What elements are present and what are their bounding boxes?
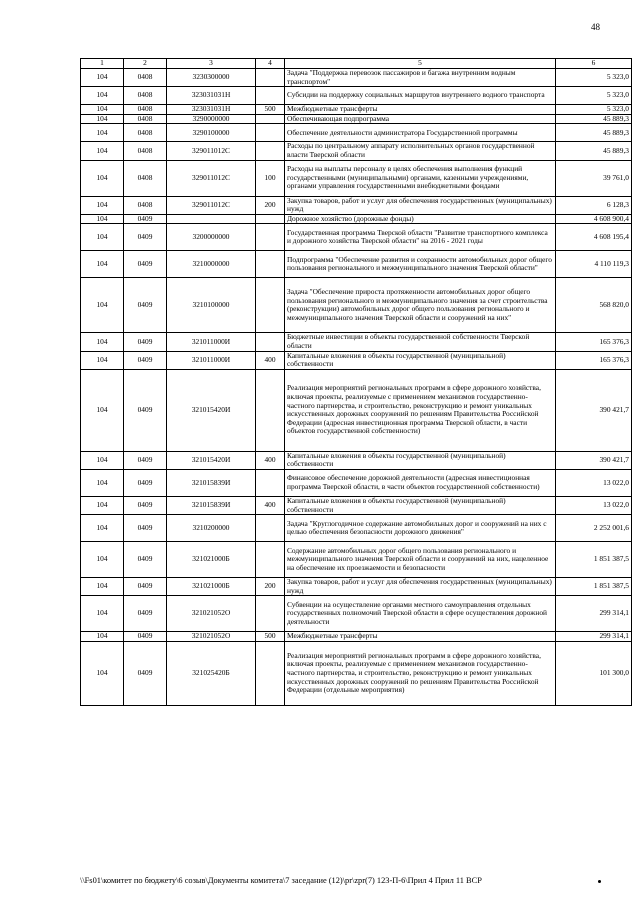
description-cell: Задача "Обеспечение прироста протяженности автомобильных дорог общего пользования регионального и межмуниципального значения за счет строительства (реконструкции) автомобильных дорог общего пользования регионального и межмуниципального значения Тверской области и сооружений на них" — [285, 278, 556, 333]
description-cell: Дорожное хозяйство (дорожные фонды) — [285, 214, 556, 224]
expense-type-code — [256, 124, 285, 142]
description-cell: Расходы по центральному аппарату исполнительных органов государственной власти Тверской области — [285, 142, 556, 160]
amount-cell: 5 323,0 — [556, 105, 632, 115]
amount-cell: 2 252 001,6 — [556, 515, 632, 542]
subsection-code: 0409 — [124, 641, 167, 705]
expense-type-code — [256, 69, 285, 87]
target-article-code: 3210000000 — [167, 251, 256, 278]
section-code: 104 — [81, 69, 124, 87]
amount-cell: 1 851 387,5 — [556, 542, 632, 578]
expense-type-code — [256, 641, 285, 705]
expense-type-code: 500 — [256, 105, 285, 115]
table-row — [81, 214, 632, 224]
target-article-code: 329011012С — [167, 142, 256, 160]
header-cell: 1 — [81, 59, 124, 69]
section-code: 104 — [81, 142, 124, 160]
amount-cell: 165 376,3 — [556, 333, 632, 351]
section-code: 104 — [81, 451, 124, 469]
description-cell: Реализация мероприятий региональных программ в сфере дорожного хозяйства, включая проекты, реализуемые с применением механизмов государственно-частного партнерства, и строительство, реконструкцию и ремонт уникальных искусственных дорожных сооружений по решениям Правительства Российской Федерации (отдельные мероприятия) — [285, 641, 556, 705]
table-row — [81, 469, 632, 496]
expense-type-code — [256, 87, 285, 105]
amount-cell: 39 761,0 — [556, 160, 632, 196]
subsection-code: 0408 — [124, 160, 167, 196]
amount-cell: 390 421,7 — [556, 451, 632, 469]
target-article-code: 321021000Б — [167, 578, 256, 596]
target-article-code: 3210100000 — [167, 278, 256, 333]
description-cell: Реализация мероприятий региональных программ в сфере дорожного хозяйства, включая проекты, реализуемые с применением механизмов государственно-частного партнерства, и строительство, реконструкцию и ремонт уникальных искусственных дорожных сооружений по решениям Правительства Российской Федерации (адресная инвестиционная программа Тверской области, в части объектов государственной собственности) — [285, 369, 556, 451]
table-row — [81, 69, 632, 87]
subsection-code: 0408 — [124, 69, 167, 87]
subsection-code: 0409 — [124, 578, 167, 596]
description-cell: Субвенции на осуществление органами местного самоуправления отдельных государственных полномочий Тверской области в сфере осуществления дорожной деятельности — [285, 596, 556, 632]
header-cell: 6 — [556, 59, 632, 69]
section-code: 104 — [81, 578, 124, 596]
subsection-code: 0409 — [124, 451, 167, 469]
section-code: 104 — [81, 124, 124, 142]
target-article-code: 321015839И — [167, 469, 256, 496]
section-code: 104 — [81, 224, 124, 251]
section-code: 104 — [81, 160, 124, 196]
table-row — [81, 251, 632, 278]
description-cell: Расходы на выплаты персоналу в целях обеспечения выполнения функций государственными (муниципальными) органами, казенными учреждениями, органами управления государственными внебюджетными фондами — [285, 160, 556, 196]
section-code: 104 — [81, 542, 124, 578]
amount-cell: 568 820,0 — [556, 278, 632, 333]
section-code: 104 — [81, 105, 124, 115]
amount-cell: 5 323,0 — [556, 87, 632, 105]
table-row — [81, 278, 632, 333]
amount-cell: 13 022,0 — [556, 469, 632, 496]
target-article-code: 321025420Б — [167, 641, 256, 705]
amount-cell: 13 022,0 — [556, 496, 632, 514]
amount-cell: 299 314,1 — [556, 596, 632, 632]
subsection-code: 0408 — [124, 142, 167, 160]
header-cell: 3 — [167, 59, 256, 69]
expense-type-code: 500 — [256, 632, 285, 642]
subsection-code: 0409 — [124, 632, 167, 642]
expense-type-code: 200 — [256, 578, 285, 596]
subsection-code: 0409 — [124, 369, 167, 451]
subsection-code: 0409 — [124, 351, 167, 369]
target-article-code: 321015420И — [167, 369, 256, 451]
target-article-code: 3200000000 — [167, 224, 256, 251]
subsection-code: 0408 — [124, 124, 167, 142]
header-cell: 5 — [285, 59, 556, 69]
subsection-code: 0408 — [124, 87, 167, 105]
table-row — [81, 451, 632, 469]
description-cell: Закупка товаров, работ и услуг для обеспечения государственных (муниципальных) нужд — [285, 578, 556, 596]
amount-cell: 4 110 119,3 — [556, 251, 632, 278]
subsection-code: 0409 — [124, 224, 167, 251]
section-code: 104 — [81, 496, 124, 514]
table-row — [81, 114, 632, 124]
table-row — [81, 87, 632, 105]
subsection-code: 0408 — [124, 114, 167, 124]
target-article-code: 3290100000 — [167, 124, 256, 142]
amount-cell: 45 889,3 — [556, 124, 632, 142]
section-code: 104 — [81, 515, 124, 542]
table-row — [81, 160, 632, 196]
description-cell: Задача "Поддержка перевозок пассажиров и багажа внутренним водным транспортом" — [285, 69, 556, 87]
description-cell: Задача "Круглогодичное содержание автомобильных дорог и сооружений на них с целью обеспечения безопасности дорожного движения" — [285, 515, 556, 542]
table-row — [81, 224, 632, 251]
amount-cell: 6 128,3 — [556, 196, 632, 214]
table-row — [81, 333, 632, 351]
description-cell: Содержание автомобильных дорог общего пользования регионального и межмуниципального значения Тверской области и сооружений на них, нацеленное на обеспечение их проезжаемости и безопасности — [285, 542, 556, 578]
description-cell: Капитальные вложения в объекты государственной (муниципальной) собственности — [285, 451, 556, 469]
subsection-code: 0409 — [124, 333, 167, 351]
target-article-code: 323031031Н — [167, 87, 256, 105]
subsection-code: 0409 — [124, 251, 167, 278]
target-article-code: 321021052О — [167, 596, 256, 632]
description-cell: Капитальные вложения в объекты государственной (муниципальной) собственности — [285, 351, 556, 369]
section-code: 104 — [81, 369, 124, 451]
table-row — [81, 542, 632, 578]
table-row — [81, 515, 632, 542]
subsection-code: 0409 — [124, 496, 167, 514]
expense-type-code: 400 — [256, 351, 285, 369]
description-cell: Финансовое обеспечение дорожной деятельности (адресная инвестиционная программа Тверской области, в части объектов государственной собственности) — [285, 469, 556, 496]
target-article-code: 321021052О — [167, 632, 256, 642]
expense-type-code — [256, 142, 285, 160]
target-article-code: 323031031Н — [167, 105, 256, 115]
table-row — [81, 124, 632, 142]
description-cell: Обеспечивающая подпрограмма — [285, 114, 556, 124]
page-mark — [598, 880, 601, 883]
subsection-code: 0409 — [124, 515, 167, 542]
header-cell: 4 — [256, 59, 285, 69]
section-code: 104 — [81, 251, 124, 278]
expense-type-code: 200 — [256, 196, 285, 214]
section-code: 104 — [81, 333, 124, 351]
table-row — [81, 369, 632, 451]
expense-type-code — [256, 542, 285, 578]
expense-type-code — [256, 515, 285, 542]
subsection-code: 0409 — [124, 469, 167, 496]
header-cell: 2 — [124, 59, 167, 69]
table-row — [81, 641, 632, 705]
target-article-code: 321011000И — [167, 333, 256, 351]
description-cell: Субсидии на поддержку социальных маршрутов внутреннего водного транспорта — [285, 87, 556, 105]
target-article-code: 321021000Б — [167, 542, 256, 578]
subsection-code: 0409 — [124, 214, 167, 224]
table-row — [81, 196, 632, 214]
expense-type-code — [256, 469, 285, 496]
amount-cell: 5 323,0 — [556, 69, 632, 87]
table-row — [81, 632, 632, 642]
expense-type-code — [256, 251, 285, 278]
section-code: 104 — [81, 278, 124, 333]
section-code: 104 — [81, 469, 124, 496]
subsection-code: 0409 — [124, 278, 167, 333]
target-article-code: 321015420И — [167, 451, 256, 469]
target-article-code: 3290000000 — [167, 114, 256, 124]
expense-type-code — [256, 114, 285, 124]
table-row — [81, 496, 632, 514]
target-article-code — [167, 214, 256, 224]
target-article-code: 3230300000 — [167, 69, 256, 87]
description-cell: Бюджетные инвестиции в объекты государственной собственности Тверской области — [285, 333, 556, 351]
target-article-code: 321011000И — [167, 351, 256, 369]
table-row — [81, 142, 632, 160]
expense-type-code: 100 — [256, 160, 285, 196]
budget-table — [80, 58, 632, 706]
section-code: 104 — [81, 351, 124, 369]
table-row — [81, 596, 632, 632]
section-code: 104 — [81, 214, 124, 224]
section-code: 104 — [81, 196, 124, 214]
section-code: 104 — [81, 632, 124, 642]
expense-type-code — [256, 333, 285, 351]
expense-type-code — [256, 369, 285, 451]
description-cell: Подпрограмма "Обеспечение развития и сохранности автомобильных дорог общего пользования регионального и межмуниципального значения Тверской области" — [285, 251, 556, 278]
amount-cell: 390 421,7 — [556, 369, 632, 451]
subsection-code: 0408 — [124, 105, 167, 115]
expense-type-code — [256, 224, 285, 251]
page-number: 48 — [591, 22, 600, 32]
target-article-code: 3210200000 — [167, 515, 256, 542]
subsection-code: 0409 — [124, 542, 167, 578]
table-row — [81, 351, 632, 369]
amount-cell: 4 608 195,4 — [556, 224, 632, 251]
description-cell: Обеспечение деятельности администратора Государственной программы — [285, 124, 556, 142]
section-code: 104 — [81, 641, 124, 705]
file-path-footer: \\Fs01\комитет по бюджету\6 созыв\Документы комитета\7 заседание (12)\pr\zpr(7) 123-П-6\Прил 4 Прил 11 ВСР — [80, 876, 482, 885]
target-article-code: 329011012С — [167, 160, 256, 196]
expense-type-code — [256, 596, 285, 632]
expense-type-code — [256, 278, 285, 333]
subsection-code: 0409 — [124, 596, 167, 632]
expense-type-code: 400 — [256, 496, 285, 514]
amount-cell: 4 608 900,4 — [556, 214, 632, 224]
description-cell: Капитальные вложения в объекты государственной (муниципальной) собственности — [285, 496, 556, 514]
table-row — [81, 105, 632, 115]
expense-type-code — [256, 214, 285, 224]
section-code: 104 — [81, 114, 124, 124]
amount-cell: 1 851 387,5 — [556, 578, 632, 596]
amount-cell: 45 889,3 — [556, 142, 632, 160]
table-row — [81, 578, 632, 596]
expense-type-code: 400 — [256, 451, 285, 469]
description-cell: Закупка товаров, работ и услуг для обеспечения государственных (муниципальных) нужд — [285, 196, 556, 214]
section-code: 104 — [81, 87, 124, 105]
section-code: 104 — [81, 596, 124, 632]
target-article-code: 321015839И — [167, 496, 256, 514]
amount-cell: 45 889,3 — [556, 114, 632, 124]
subsection-code: 0408 — [124, 196, 167, 214]
amount-cell: 165 376,3 — [556, 351, 632, 369]
description-cell: Межбюджетные трансферты — [285, 105, 556, 115]
description-cell: Государственная программа Тверской области "Развитие транспортного комплекса и дорожного хозяйства Тверской области" на 2016 - 2021 годы — [285, 224, 556, 251]
description-cell: Межбюджетные трансферты — [285, 632, 556, 642]
amount-cell: 101 300,0 — [556, 641, 632, 705]
target-article-code: 329011012С — [167, 196, 256, 214]
header-row — [81, 59, 632, 69]
amount-cell: 299 314,1 — [556, 632, 632, 642]
